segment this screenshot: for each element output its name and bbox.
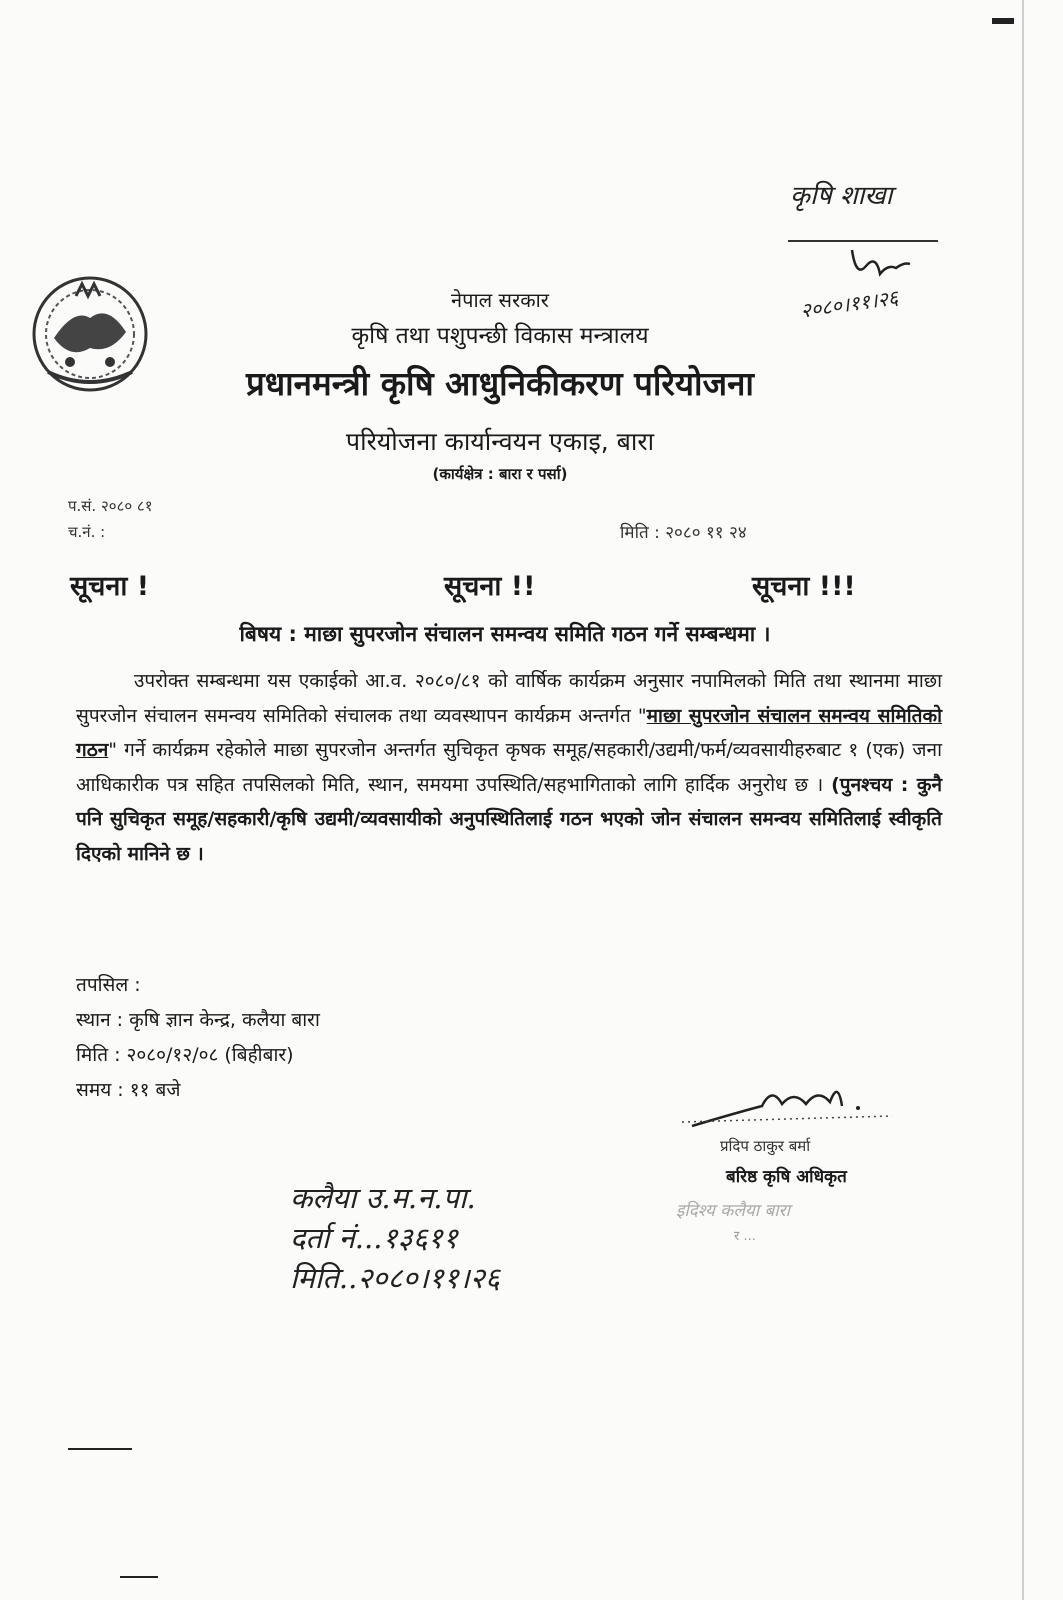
handwritten-corner-date: २०८०।११।२६ bbox=[798, 285, 900, 323]
ch-number: च.नं. : bbox=[68, 523, 106, 541]
receipt-office: कलैया उ.म.न.पा. bbox=[290, 1181, 476, 1215]
details-date: मिति : २०८०/१२/०८ (बिहीबार) bbox=[76, 1044, 294, 1066]
letter-date: मिति : २०८० ११ २४ bbox=[620, 523, 747, 543]
signatory-title: बरिष्ठ कृषि अधिकृत bbox=[726, 1167, 847, 1187]
handwritten-initial bbox=[846, 244, 916, 284]
bottom-rule-1 bbox=[68, 1448, 132, 1450]
faded-stamp-line: र ... bbox=[734, 1229, 756, 1244]
receipt-number: दर्ता नं...१३६११ bbox=[290, 1221, 458, 1255]
details-place: स्थान : कृषि ज्ञान केन्द्र, कलैया बारा bbox=[76, 1009, 320, 1031]
ps-number: प.सं. २०८० ८१ bbox=[68, 497, 153, 515]
body-text-2: " गर्ने कार्यक्रम रहेकोले माछा सुपरजोन अन्तर्गत सुचिकृत कृषक समूह/सहकारी/उद्यमी/फर्म/व्यवसायीहरुबाट १ (एक) जना आधिकारीक पत्र सहित तपसिलको मिति, स्थान, समयमा उपस्थिति/सहभागिताको लागि हार्दिक अनुरोध छ । bbox=[76, 739, 942, 796]
body-postscript: (पुनश्चय : कुनै पनि सुचिकृत समूह/सहकारी/कृषि उद्यमी/व्यवसायीको अनुपस्थितिलाई गठन भएको जोन संचालन समन्वय समितिलाई स्वीकृति दिएको मानिने छ । bbox=[76, 773, 942, 865]
details-heading: तपसिल : bbox=[76, 974, 141, 996]
notice-heading-3: सूचना !!! bbox=[752, 571, 856, 602]
project-title: प्रधानमन्त्री कृषि आधुनिकीकरण परियोजना bbox=[246, 364, 754, 403]
body-paragraph bbox=[76, 664, 942, 871]
body-text-1: उपरोक्त सम्बन्धमा यस एकाईको आ.व. २०८०/८१ को वार्षिक कार्यक्रम अनुसार नपामिलको मिति तथा स्थानमा माछा सुपरजोन संचालन समन्वय समितिको संचालक तथा व्यवस्थापन कार्यक्रम अन्तर्गत " bbox=[76, 670, 942, 727]
notice-heading-2: सूचना !! bbox=[444, 571, 536, 602]
scan-mark bbox=[992, 18, 1014, 24]
receipt-date: मिति..२०८०।११।२६ bbox=[290, 1261, 500, 1295]
work-area: (कार्यक्षेत्र : बारा र पर्सा) bbox=[432, 465, 568, 483]
handwritten-underline bbox=[788, 240, 938, 242]
ministry-name: कृषि तथा पशुपन्छी विकास मन्त्रालय bbox=[351, 323, 649, 349]
receipt-stamp bbox=[290, 1178, 500, 1298]
details-section bbox=[76, 968, 320, 1108]
notice-heading-1: सूचना ! bbox=[70, 571, 150, 602]
faded-stamp-text: इदिश्य कलैया बारा bbox=[676, 1201, 790, 1221]
government-name: नेपाल सरकार bbox=[451, 288, 549, 312]
page-edge-shadow bbox=[1022, 0, 1024, 1600]
handwritten-corner-note: कृषि शाखा bbox=[790, 181, 893, 211]
body-highlight: माछा सुपरजोन संचालन समन्वय समितिको गठन bbox=[76, 704, 942, 761]
subject-line: बिषय : माछा सुपरजोन संचालन समन्वय समिति गठन गर्ने सम्बन्धमा । bbox=[239, 622, 771, 646]
implementation-unit: परियोजना कार्यान्वयन एकाइ, बारा bbox=[345, 427, 655, 456]
signatory-name: प्रदिप ठाकुर बर्मा bbox=[720, 1137, 811, 1155]
details-time: समय : ११ बजे bbox=[76, 1079, 181, 1101]
bottom-rule-2 bbox=[120, 1576, 158, 1578]
